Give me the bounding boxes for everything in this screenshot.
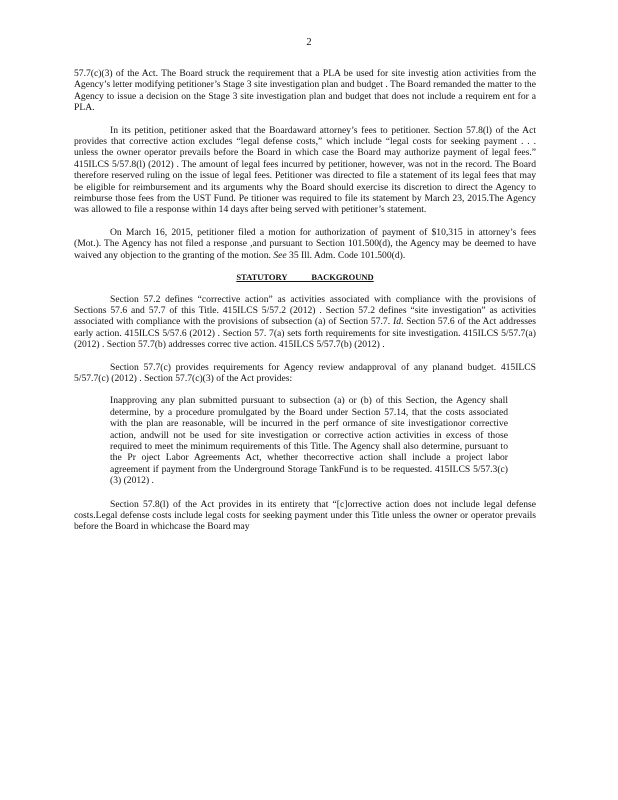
paragraph-review-approval: Section 57.7(c) provides requirements for Agency review andapproval of any planand budget. 415ILCS 5/57.7(c) (2012) . Section 57.7(c)(3) of the Act provides:	[74, 361, 536, 384]
see-signal: See	[273, 249, 287, 261]
definitions-text-a: Section 57.2 defines “corrective action” as activities associated with compliance with the provisions of Sections 57.6 and 57.7 of this Title. 415ILCS 5/57.2 (2012) . Section 57.2 defines “site investigation” as activities associated with compliance with the provisions of subsection (a) of Section 57.7.	[74, 293, 536, 328]
paragraph-legal-defense: Section 57.8(l) of the Act provides in its entirety that “[c]orrective action does not include legal defense costs.Legal defense costs include legal costs for seeking payment under this Title unless the owner or operator prevails before the Board in whichcase the Board may	[74, 498, 536, 533]
page-number: 2	[306, 37, 312, 48]
motion-citation: 35 Ill. Adm. Code 101.500(d).	[289, 249, 406, 261]
motion-text: On March 16, 2015, petitioner filed a motion for authorization of payment of $10,315 in attorney’s fees (Mot.). The Agency has not filed a response ,and pursuant to Section 101.500(d), the Agency may be deemed to have waived any objection to the granting of the motion.	[74, 226, 536, 261]
id-signal: Id	[393, 316, 401, 328]
paragraph-definitions	[74, 294, 536, 351]
paragraph-motion	[74, 227, 536, 261]
paragraph-remand: 57.7(c)(3) of the Act. The Board struck the requirement that a PLA be used for site investig ation activities from the Agency’s letter modifying petitioner’s Stage 3 site investigation plan and budget . The Board remanded the matter to the Agency to issue a decision on the Stage 3 site investigation plan and budget that does not include a requirem ent for a PLA.	[74, 68, 536, 114]
section-heading: STATUTORY BACKGROUND	[236, 272, 374, 283]
document-body	[74, 68, 536, 544]
definitions-text-b: . Section 57.6 of the Act addresses early action. 415ILCS 5/57.6 (2012) . Section 57. 7(a) sets forth requirements for site investigation. 415ILCS 5/57.7(a) (2012) . Section 57.7(b) addresses correc tive action. 415ILCS 5/57.7(b) (2012) .	[74, 316, 536, 351]
block-quote: Inapproving any plan submitted pursuant to subsection (a) or (b) of this Section, the Agency shall determine, by a procedure promulgated by the Board under Section 57.14, that the costs associated with the plan are reasonable, will be incurred in the perf ormance of site investigationor corrective action, andwill not be used for site investigation or corrective action activities in excess of those required to meet the minimum requirements of this Title. The Agency shall also determine, pursuant to the Pr oject Labor Agreements Act, whether thecorrective action shall include a project labor agreement if payment from the Underground Storage TankFund is to be requested. 415ILCS 5/57.3(c)(3) (2012) .	[110, 395, 508, 487]
paragraph-petition-fees: In its petition, petitioner asked that the Boardaward attorney’s fees to petitioner. Section 57.8(l) of the Act provides that corrective action excludes “legal defense costs,” which include “legal costs for seeking payment . . . unless the owner operator prevails before the Board in which case the Board may authorize payment of legal fees.” 415ILCS 5/57.8(l) (2012) . The amount of legal fees incurred by petitioner, however, was not in the record. The Board therefore reserved ruling on the issue of legal fees. Petitioner was directed to file a statement of its legal fees that may be eligible for reimbursement and its arguments why the Board should exercise its discretion to direct the Agency to reimburse those fees from the UST Fund. Pe titioner was required to file its statement by March 23, 2015.The Agency was allowed to file a response within 14 days after being served with petitioner’s statement.	[74, 124, 536, 216]
